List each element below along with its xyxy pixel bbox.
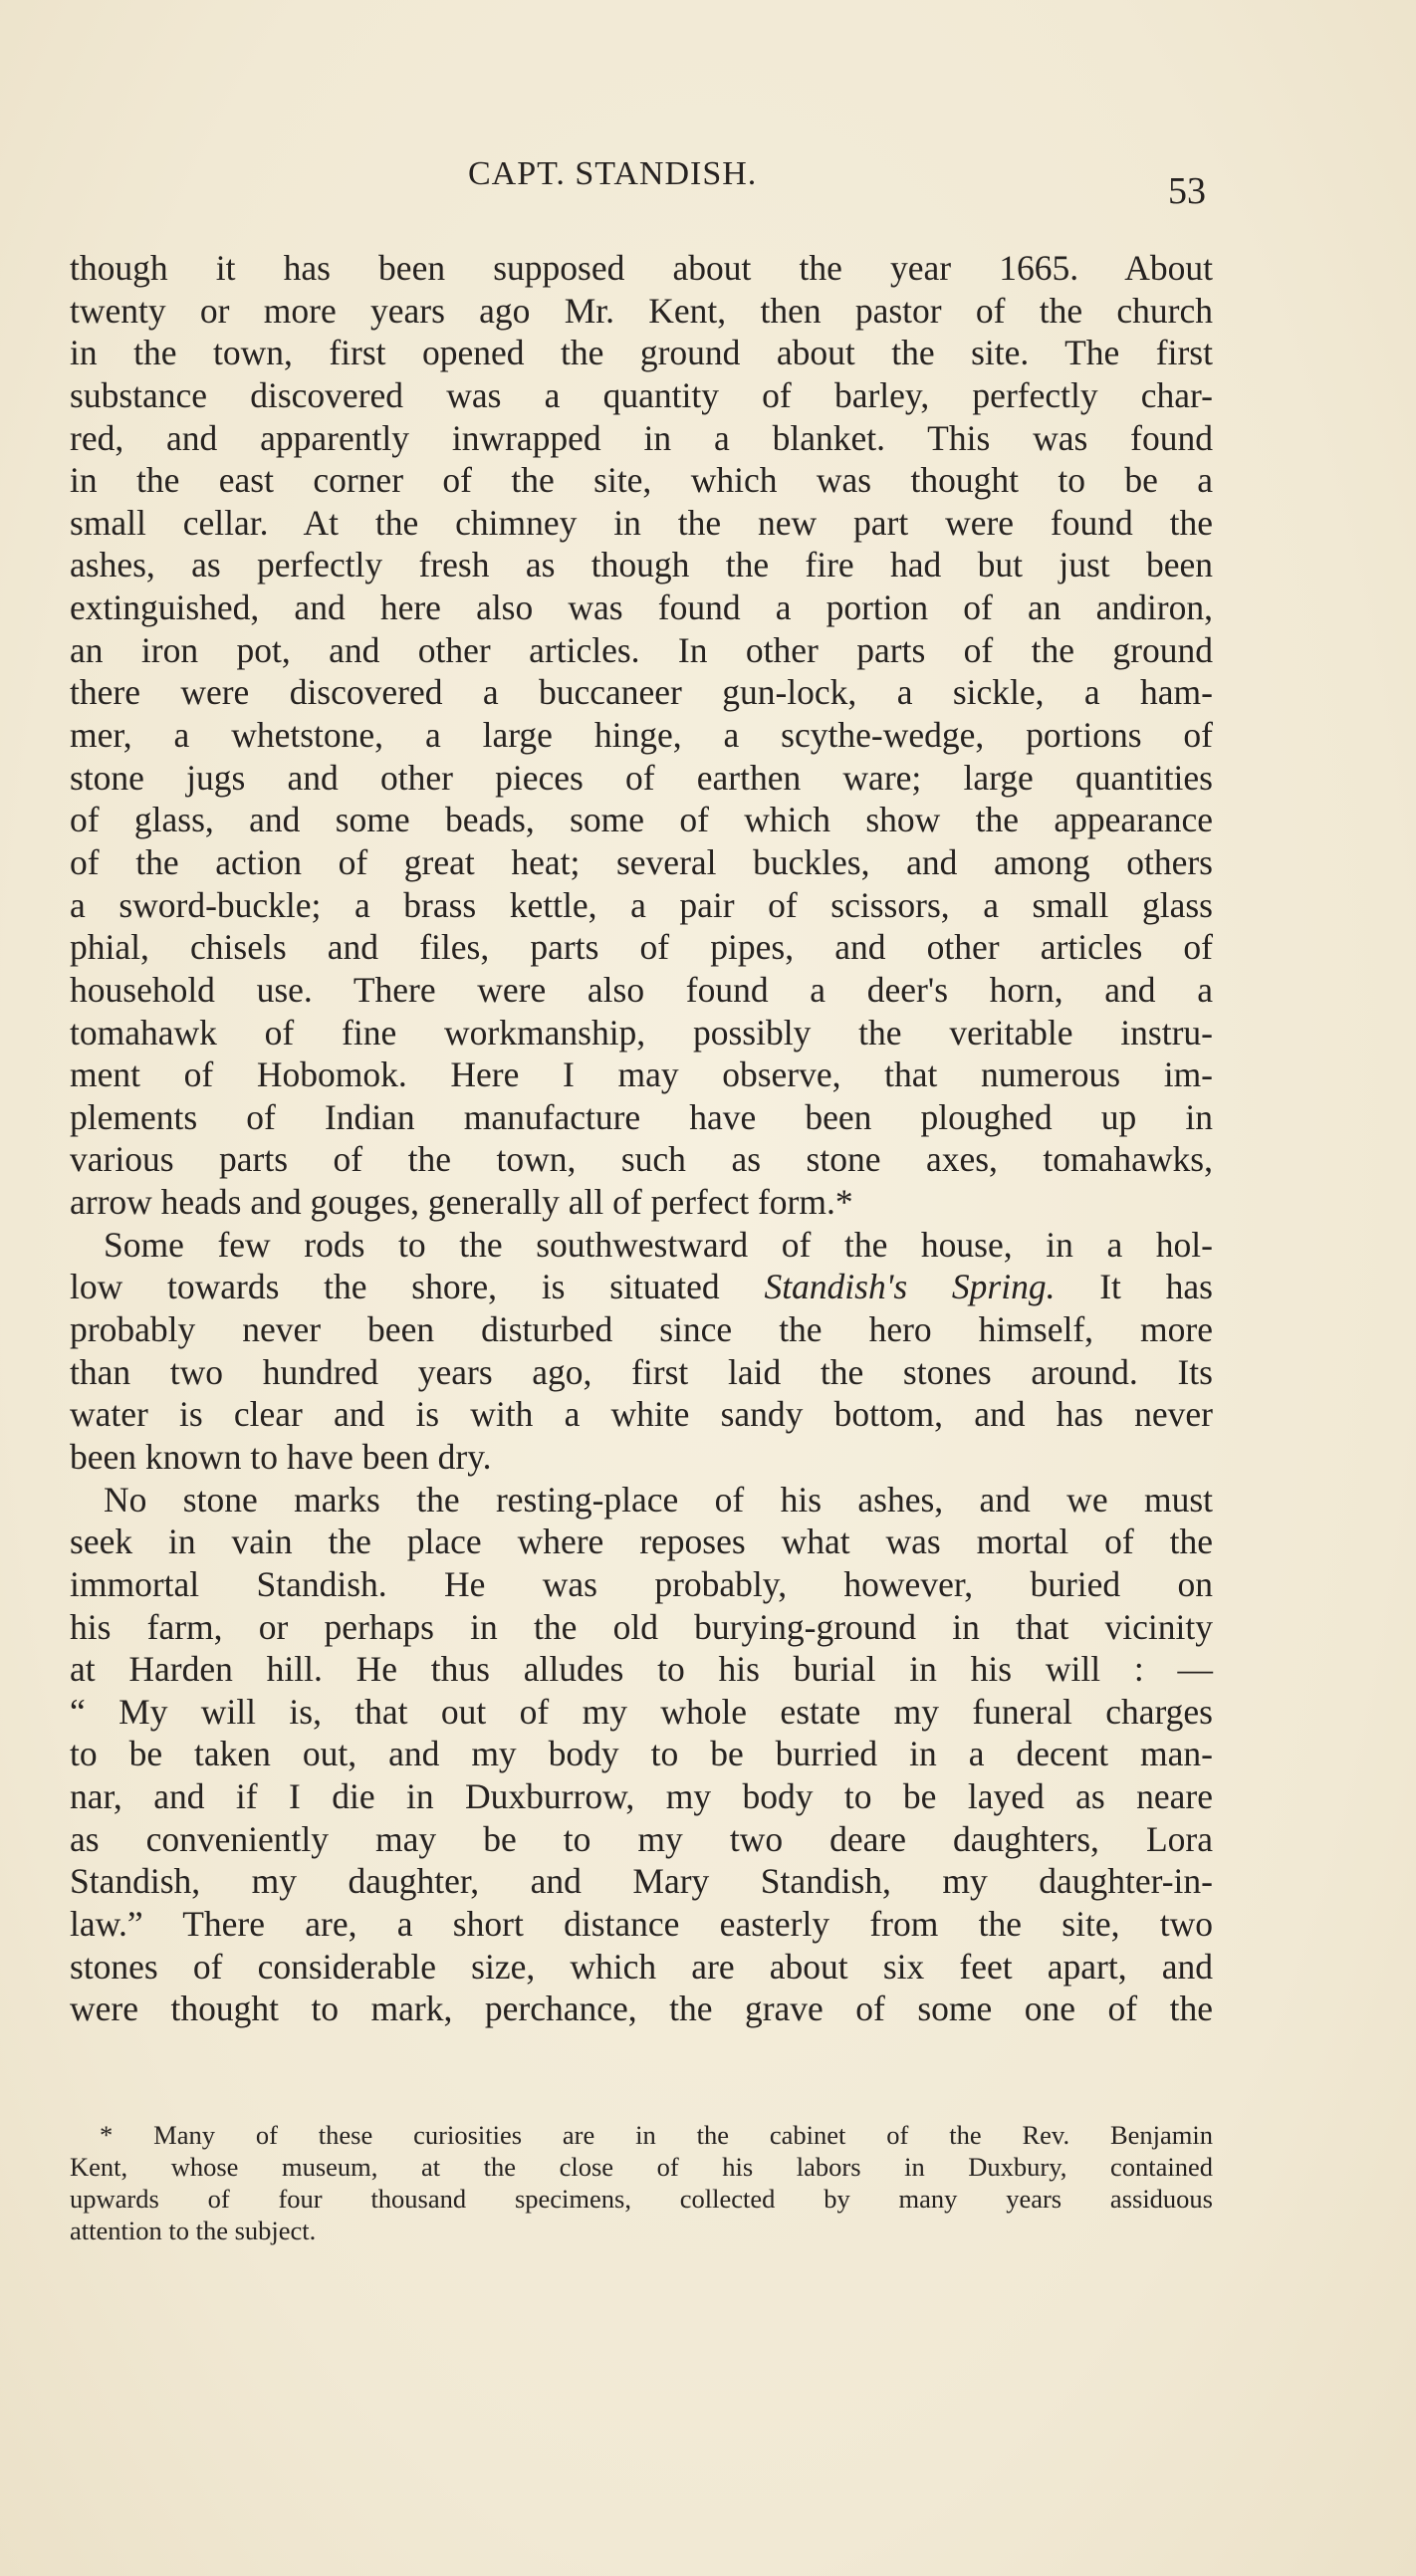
text-line: his farm, or perhaps in the old burying-ground in that vicinity — [70, 1606, 1213, 1647]
text-line: nar, and if I die in Duxburrow, my body to be layed as neare — [70, 1776, 1213, 1817]
text-line: Standish, my daughter, and Mary Standish, my daughter-in- — [70, 1861, 1213, 1902]
footnote-line: upwards of four thousand specimens, collected by many years assiduous — [70, 2184, 1213, 2214]
spring-name-italic: Standish's Spring. — [764, 1267, 1056, 1307]
text-line: of glass, and some beads, some of which show the appearance — [70, 800, 1213, 840]
footnote — [70, 2119, 1213, 2246]
body-text — [70, 247, 1213, 2030]
text-line: been known to have been dry. — [70, 1436, 492, 1477]
footnote-line: attention to the subject. — [70, 2216, 317, 2245]
footnote-line: Kent, whose museum, at the close of his labors in Duxbury, contained — [70, 2152, 1213, 2182]
text-line: substance discovered was a quantity of barley, perfectly char- — [70, 374, 1213, 415]
text-line: a sword-buckle; a brass kettle, a pair of scissors, a small glass — [70, 884, 1213, 925]
text-segment: It has — [1099, 1267, 1213, 1307]
text-line: ment of Hobomok. Here I may observe, that numerous im- — [70, 1054, 1213, 1095]
text-line: were thought to mark, perchance, the grave of some one of the — [70, 1989, 1213, 2029]
text-line: probably never been disturbed since the hero himself, more — [70, 1309, 1213, 1350]
text-line: plements of Indian manufacture have been ploughed up in — [70, 1096, 1213, 1137]
text-line: “ My will is, that out of my whole estate my funeral charges — [70, 1691, 1213, 1732]
text-line: stones of considerable size, which are about six feet apart, and — [70, 1946, 1213, 1987]
text-line: ashes, as perfectly fresh as though the fire had but just been — [70, 545, 1213, 585]
text-line: twenty or more years ago Mr. Kent, then pastor of the church — [70, 290, 1213, 331]
text-line: there were discovered a buccaneer gun-lock, a sickle, a ham- — [70, 672, 1213, 713]
text-line: mer, a whetstone, a large hinge, a scythe-wedge, portions of — [70, 715, 1213, 756]
paragraph-start-line: Some few rods to the southwestward of the house, in a hol- — [104, 1224, 1213, 1265]
text-line: water is clear and is with a white sandy bottom, and has never — [70, 1394, 1213, 1435]
text-line: phial, chisels and files, parts of pipes, and other articles of — [70, 927, 1213, 968]
text-line: in the east corner of the site, which was thought to be a — [70, 460, 1213, 501]
footnote-line: * Many of these curiosities are in the cabinet of the Rev. Benjamin — [100, 2120, 1213, 2150]
text-line-with-italic — [70, 1266, 1213, 1308]
text-line: seek in vain the place where reposes what was mortal of the — [70, 1522, 1213, 1562]
running-head — [0, 149, 1416, 212]
text-line: red, and apparently inwrapped in a blanket. This was found — [70, 417, 1213, 458]
paragraph-start-line: No stone marks the resting-place of his ashes, and we must — [104, 1479, 1213, 1520]
text-line: extinguished, and here also was found a portion of an andiron, — [70, 587, 1213, 628]
text-line: though it has been supposed about the year 1665. About — [70, 248, 1213, 288]
text-line: small cellar. At the chimney in the new part were found the — [70, 502, 1213, 543]
text-line: than two hundred years ago, first laid the stones around. Its — [70, 1351, 1213, 1392]
text-line: in the town, first opened the ground about the site. The first — [70, 333, 1213, 373]
text-line: stone jugs and other pieces of earthen ware; large quantities — [70, 757, 1213, 798]
text-line: as conveniently may be to my two deare daughters, Lora — [70, 1818, 1213, 1859]
text-line: at Harden hill. He thus alludes to his burial in his will : — — [70, 1649, 1213, 1690]
text-line: immortal Standish. He was probably, however, buried on — [70, 1563, 1213, 1604]
text-line: household use. There were also found a deer's horn, and a — [70, 969, 1213, 1010]
text-line: to be taken out, and my body to be burried in a decent man- — [70, 1734, 1213, 1774]
page-number: 53 — [1168, 170, 1206, 212]
text-line: tomahawk of fine workmanship, possibly the veritable instru- — [70, 1012, 1213, 1053]
text-line: of the action of great heat; several buckles, and among others — [70, 841, 1213, 882]
chapter-title: CAPT. STANDISH. — [468, 155, 758, 192]
text-segment: low towards the shore, is situated — [70, 1267, 720, 1307]
text-line: various parts of the town, such as stone axes, tomahawks, — [70, 1139, 1213, 1180]
text-line: arrow heads and gouges, generally all of perfect form.* — [70, 1182, 853, 1223]
text-line: an iron pot, and other articles. In other parts of the ground — [70, 629, 1213, 670]
text-line: law.” There are, a short distance easterly from the site, two — [70, 1903, 1213, 1944]
